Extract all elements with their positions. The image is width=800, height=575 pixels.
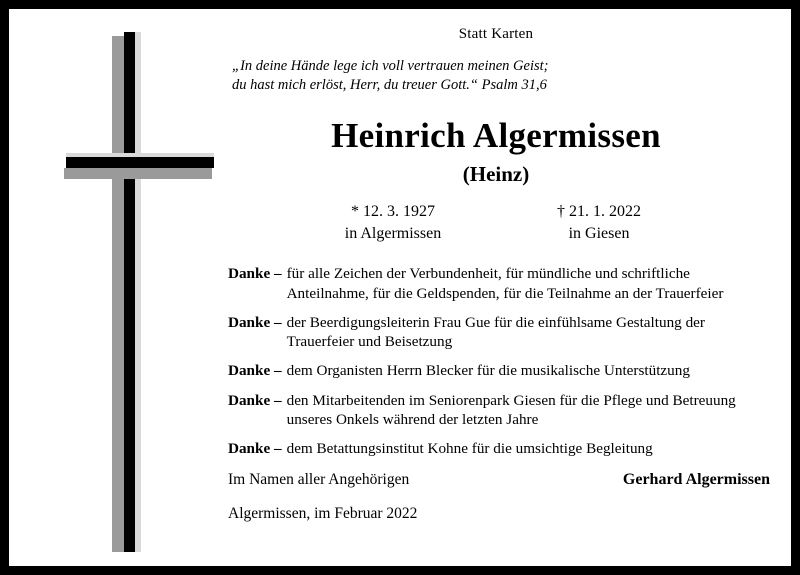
- page-content: [10, 10, 790, 565]
- thanks-label: Danke –: [228, 362, 282, 380]
- footer-signature: Gerhard Algermissen: [622, 470, 770, 488]
- footer-place-date: Algermissen, im Februar 2022: [228, 504, 418, 522]
- cross-vertical-bar: [124, 32, 135, 552]
- birth-date: * 12. 3. 1927: [351, 203, 435, 221]
- notice-footer: [220, 471, 772, 523]
- footer-row: [228, 471, 770, 489]
- cross-icon: [40, 22, 230, 552]
- bible-verse-line-2: du hast mich erlöst, Herr, du treuer Gott.“ Psalm 31,6: [232, 76, 547, 93]
- thanks-label: Danke –: [228, 265, 282, 283]
- thanks-label: Danke –: [228, 313, 282, 331]
- deceased-name: Heinrich Algermissen: [331, 116, 661, 156]
- thanks-label: Danke –: [228, 440, 282, 458]
- thanks-item: [228, 264, 770, 303]
- cross-horizontal-highlight: [66, 153, 214, 157]
- notice-text-column: [220, 26, 772, 523]
- thanks-item: [228, 439, 770, 458]
- thanks-text: der Beerdigungsleiterin Frau Gue für die einfühlsame Gestaltung der Trauerfeier und Beisetzung: [286, 313, 705, 351]
- thanks-text: für alle Zeichen der Verbundenheit, für mündliche und schriftliche Anteilnahme, für die Geldspenden, für die Teilnahme an der Trauerfeier: [286, 265, 724, 302]
- cross-horizontal-shadow: [64, 168, 212, 179]
- cross-vertical-highlight: [135, 32, 141, 552]
- thanks-item: [228, 391, 770, 430]
- thanks-item: [228, 313, 770, 352]
- statt-karten-heading: Statt Karten: [458, 26, 534, 42]
- thanks-text: dem Organisten Herrn Blecker für die musikalische Unterstützung: [286, 362, 690, 380]
- thanks-list: [220, 264, 772, 458]
- life-dates: [220, 201, 772, 244]
- death-block: [524, 201, 674, 244]
- footer-on-behalf: Im Namen aller Angehörigen: [228, 470, 410, 488]
- thanks-item: [228, 361, 770, 380]
- thanks-label: Danke –: [228, 391, 282, 409]
- bible-verse: [220, 57, 772, 94]
- death-place: in Giesen: [568, 224, 630, 242]
- cross-vertical-shadow: [112, 36, 124, 552]
- death-date: † 21. 1. 2022: [557, 203, 641, 221]
- birth-block: [318, 201, 468, 244]
- birth-place: in Algermissen: [344, 224, 442, 242]
- cross-horizontal-bar: [66, 157, 214, 168]
- thanks-text: dem Betattungsinstitut Kohne für die umsichtige Begleitung: [286, 440, 653, 458]
- thanks-text: den Mitarbeitenden im Seniorenpark Giesen für die Pflege und Betreuung unseres Onkels während der letzten Jahre: [286, 391, 736, 429]
- bible-verse-line-1: „In deine Hände lege ich voll vertrauen meinen Geist;: [232, 58, 549, 74]
- deceased-nickname: (Heinz): [462, 162, 530, 187]
